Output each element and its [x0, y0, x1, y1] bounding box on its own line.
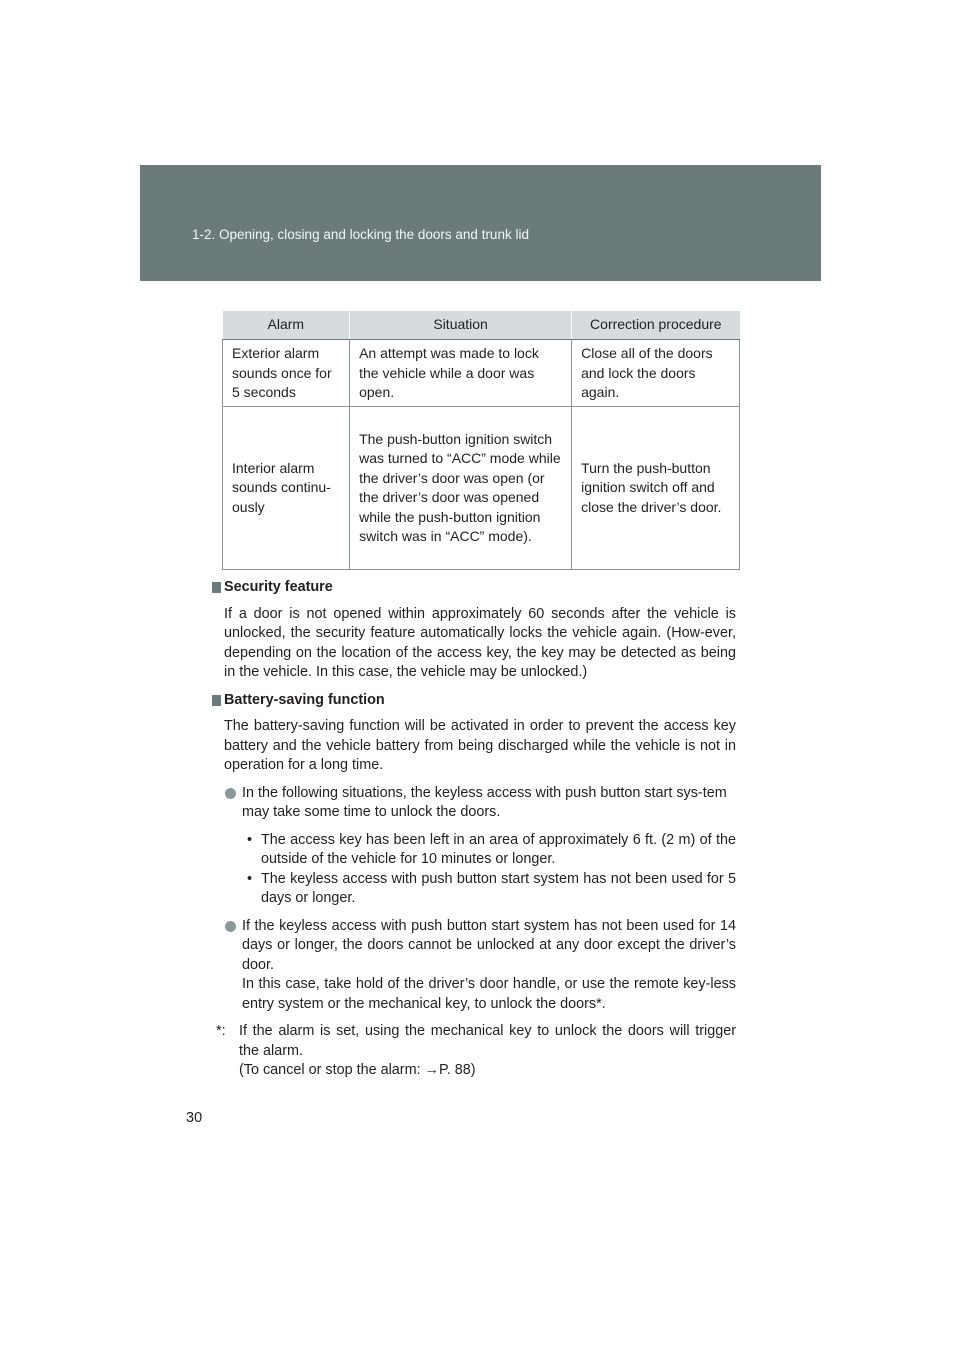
- battery-paragraph: The battery-saving function will be activated in order to prevent the access key battery and the vehicle battery from being discharged while the vehicle is not in operation for a long time.: [224, 718, 736, 773]
- sub-list-item: [212, 870, 736, 909]
- footnote-text: If the alarm is set, using the mechanical key to unlock the doors will trigger the alarm.: [239, 1023, 736, 1059]
- cell-situation: An attempt was made to lock the vehicle while a door was open.: [350, 340, 572, 407]
- footnote: [212, 1022, 736, 1081]
- circle-bullet-icon: [225, 788, 236, 799]
- security-heading: [212, 578, 736, 598]
- table-row: [223, 340, 740, 407]
- table-row: [223, 407, 740, 570]
- sub-item-text: The access key has been left in an area of approximately 6 ft. (2 m) of the outside of the vehicle for 10 minutes or longer.: [261, 831, 736, 867]
- column-header-correction: Correction procedure: [572, 311, 740, 340]
- cell-alarm: Interior alarm sounds continu-ously: [223, 407, 350, 570]
- battery-heading: [212, 691, 736, 711]
- square-bullet-icon: [212, 582, 221, 593]
- column-header-situation: Situation: [350, 311, 572, 340]
- section-title: 1-2. Opening, closing and locking the doors and trunk lid: [192, 227, 529, 242]
- bullet-text: In the following situations, the keyless access with push button start sys-tem may take some time to unlock the doors.: [242, 784, 727, 820]
- sub-list-item: [212, 831, 736, 870]
- section-header-bar: [140, 165, 821, 281]
- cell-situation: The push-button ignition switch was turned to “ACC” mode while the driver’s door was open (or the driver’s door was opened while the push-button ignition switch was in “ACC” mode).: [350, 407, 572, 570]
- dot-bullet-icon: •: [247, 870, 253, 887]
- alarm-table: [222, 311, 740, 570]
- list-item: [212, 917, 736, 1015]
- footnote-marker: *:: [216, 1023, 226, 1039]
- cell-correction: Turn the push-button ignition switch off and close the driver’s door.: [572, 407, 740, 570]
- bullet-text: If the keyless access with push button start system has not been used for 14 days or longer, the doors cannot be unlocked at any door except the driver’s door.: [242, 917, 736, 973]
- page-number: 30: [186, 1110, 203, 1126]
- bullet-continuation-text: In this case, take hold of the driver’s door handle, or use the remote key-less entry system or the mechanical key, to unlock the doors*.: [242, 976, 736, 1012]
- battery-heading-text: Battery-saving function: [224, 691, 385, 708]
- table-header-row: [223, 311, 740, 340]
- column-header-alarm: Alarm: [223, 311, 350, 340]
- cell-alarm: Exterior alarm sounds once for 5 seconds: [223, 340, 350, 407]
- square-bullet-icon: [212, 695, 221, 706]
- sub-list: [212, 831, 736, 909]
- list-item: [212, 784, 736, 823]
- cell-correction: Close all of the doors and lock the doors again.: [572, 340, 740, 407]
- security-heading-text: Security feature: [224, 579, 333, 595]
- body-content: [212, 578, 736, 1081]
- footnote-reference: (To cancel or stop the alarm: →P. 88): [239, 1062, 476, 1078]
- dot-bullet-icon: •: [247, 831, 253, 848]
- security-paragraph: If a door is not opened within approximately 60 seconds after the vehicle is unlocked, the security feature automatically locks the vehicle again. (How-ever, depending on the location of the access key, the key may be detected as being in the vehicle. In this case, the vehicle may be unlocked.): [224, 605, 736, 680]
- circle-bullet-icon: [225, 921, 236, 932]
- sub-item-text: The keyless access with push button start system has not been used for 5 days or longer.: [261, 870, 736, 906]
